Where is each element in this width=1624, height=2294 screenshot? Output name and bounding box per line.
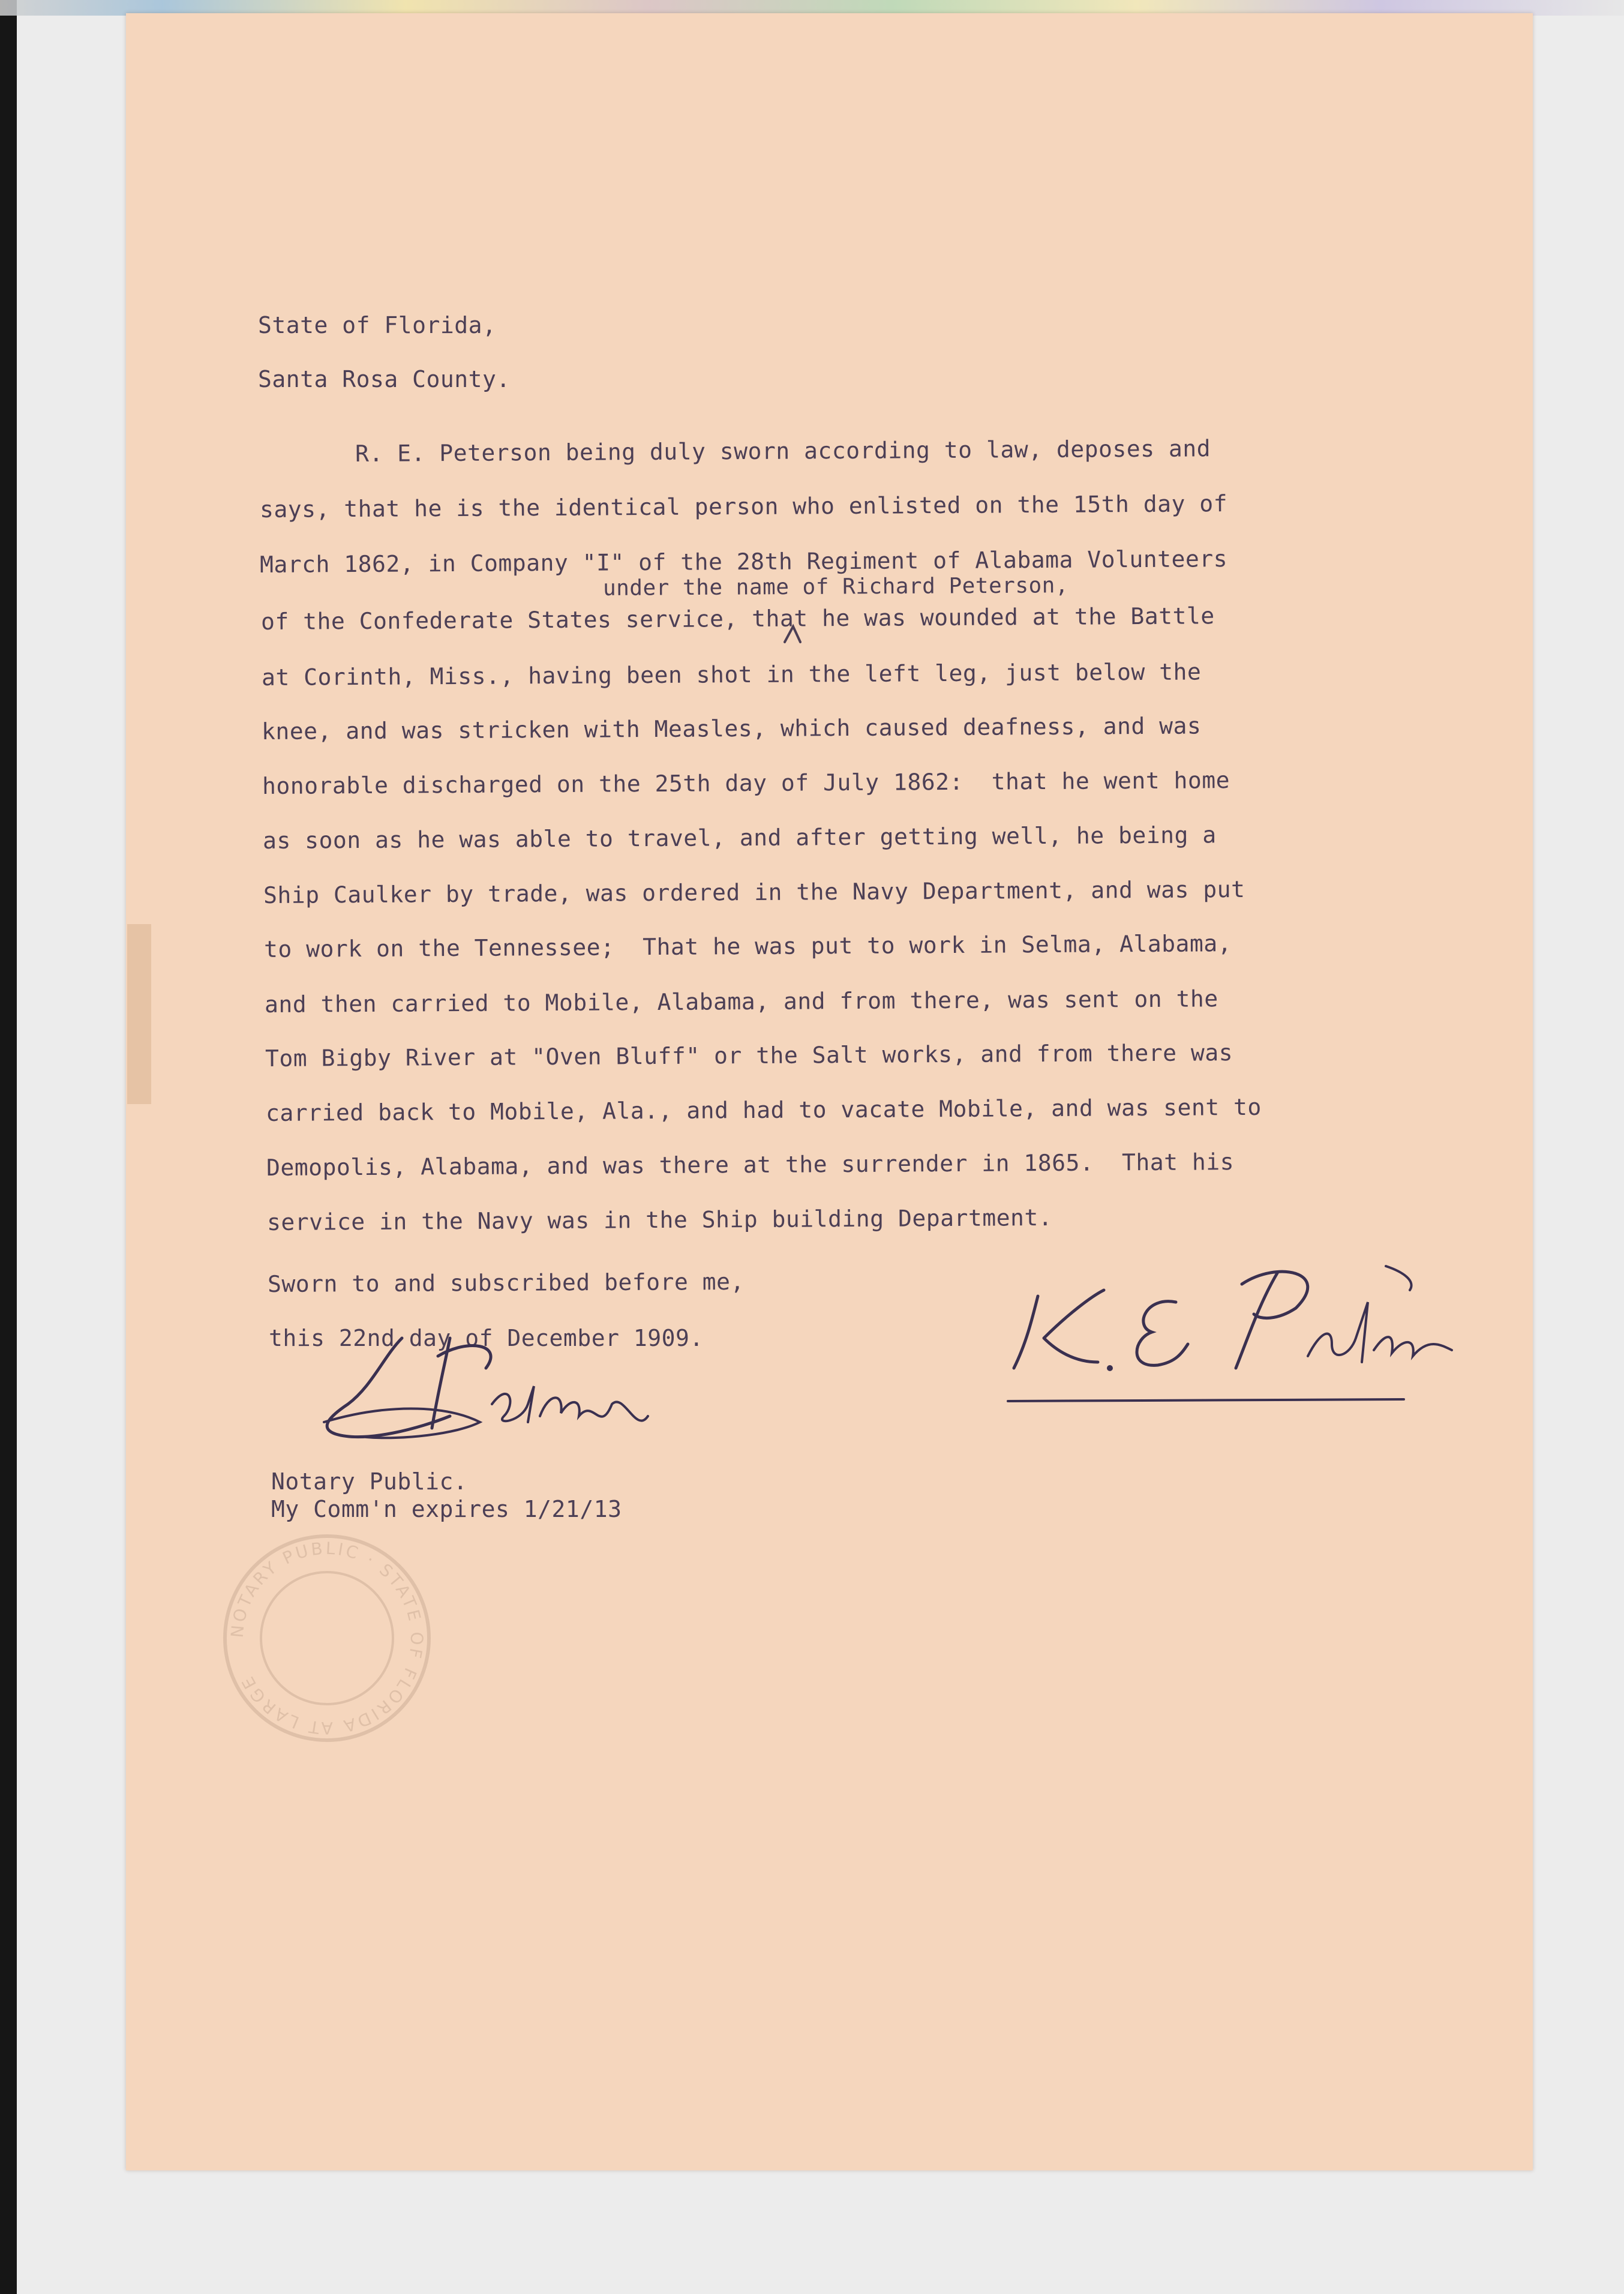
body-line-1: R. E. Peterson being duly sworn according to law, deposes and [355,435,1211,467]
body-line-9: Ship Caulker by trade, was ordered in the Navy Department, and was put [263,876,1245,908]
insertion-caret-mark [781,622,805,646]
jurat-line-2: this 22nd day of December 1909. [269,1325,704,1351]
notary-seal [219,1530,435,1746]
seal-text: NOTARY PUBLIC · STATE OF FLORIDA AT LARGE [227,1538,427,1738]
paper-stain [127,924,151,1104]
body-line-6: knee, and was stricken with Measles, which caused deafness, and was [261,712,1202,745]
body-line-13: carried back to Mobile, Ala., and had to vacate Mobile, and was sent to [265,1093,1262,1126]
header-county: Santa Rosa County. [258,366,511,392]
body-line-3: March 1862, in Company "I" of the 28th Regiment of Alabama Volunteers [259,545,1228,578]
notary-commission: My Comm'n expires 1/21/13 [271,1496,622,1522]
jurat-line-1: Sworn to and subscribed before me, [267,1268,745,1297]
body-line-2: says, that he is the identical person who enlisted on the 15th day of [259,490,1228,523]
body-line-14: Demopolis, Alabama, and was there at the surrender in 1865. That his [266,1149,1235,1181]
scan-edge-left [0,0,17,2294]
notary-title: Notary Public. [271,1468,468,1495]
body-line-10: to work on the Tennessee; That he was put to work in Selma, Alabama, [263,930,1232,962]
header-state: State of Florida, [258,312,497,338]
body-line-8: as soon as he was able to travel, and after getting well, he being a [262,821,1217,854]
svg-text:NOTARY PUBLIC · STATE OF FLORI [227,1539,427,1738]
body-line-15: service in the Navy was in the Ship building Department. [266,1204,1053,1236]
body-line-12: Tom Bigby River at "Oven Bluff" or the Salt works, and from there was [265,1039,1233,1072]
body-line-5: at Corinth, Miss., having been shot in the left leg, just below the [261,658,1202,691]
body-line-7: honorable discharged on the 25th day of July 1862: that he went home [262,767,1230,799]
notary-signature [312,1314,720,1470]
interlinear-insert: under the name of Richard Peterson, [602,573,1069,601]
affiant-signature [996,1248,1476,1416]
body-line-4: of the Confederate States service, that he was wounded at the Battle [260,602,1215,635]
body-line-11: and then carried to Mobile, Alabama, and from there, was sent on the [264,985,1218,1018]
